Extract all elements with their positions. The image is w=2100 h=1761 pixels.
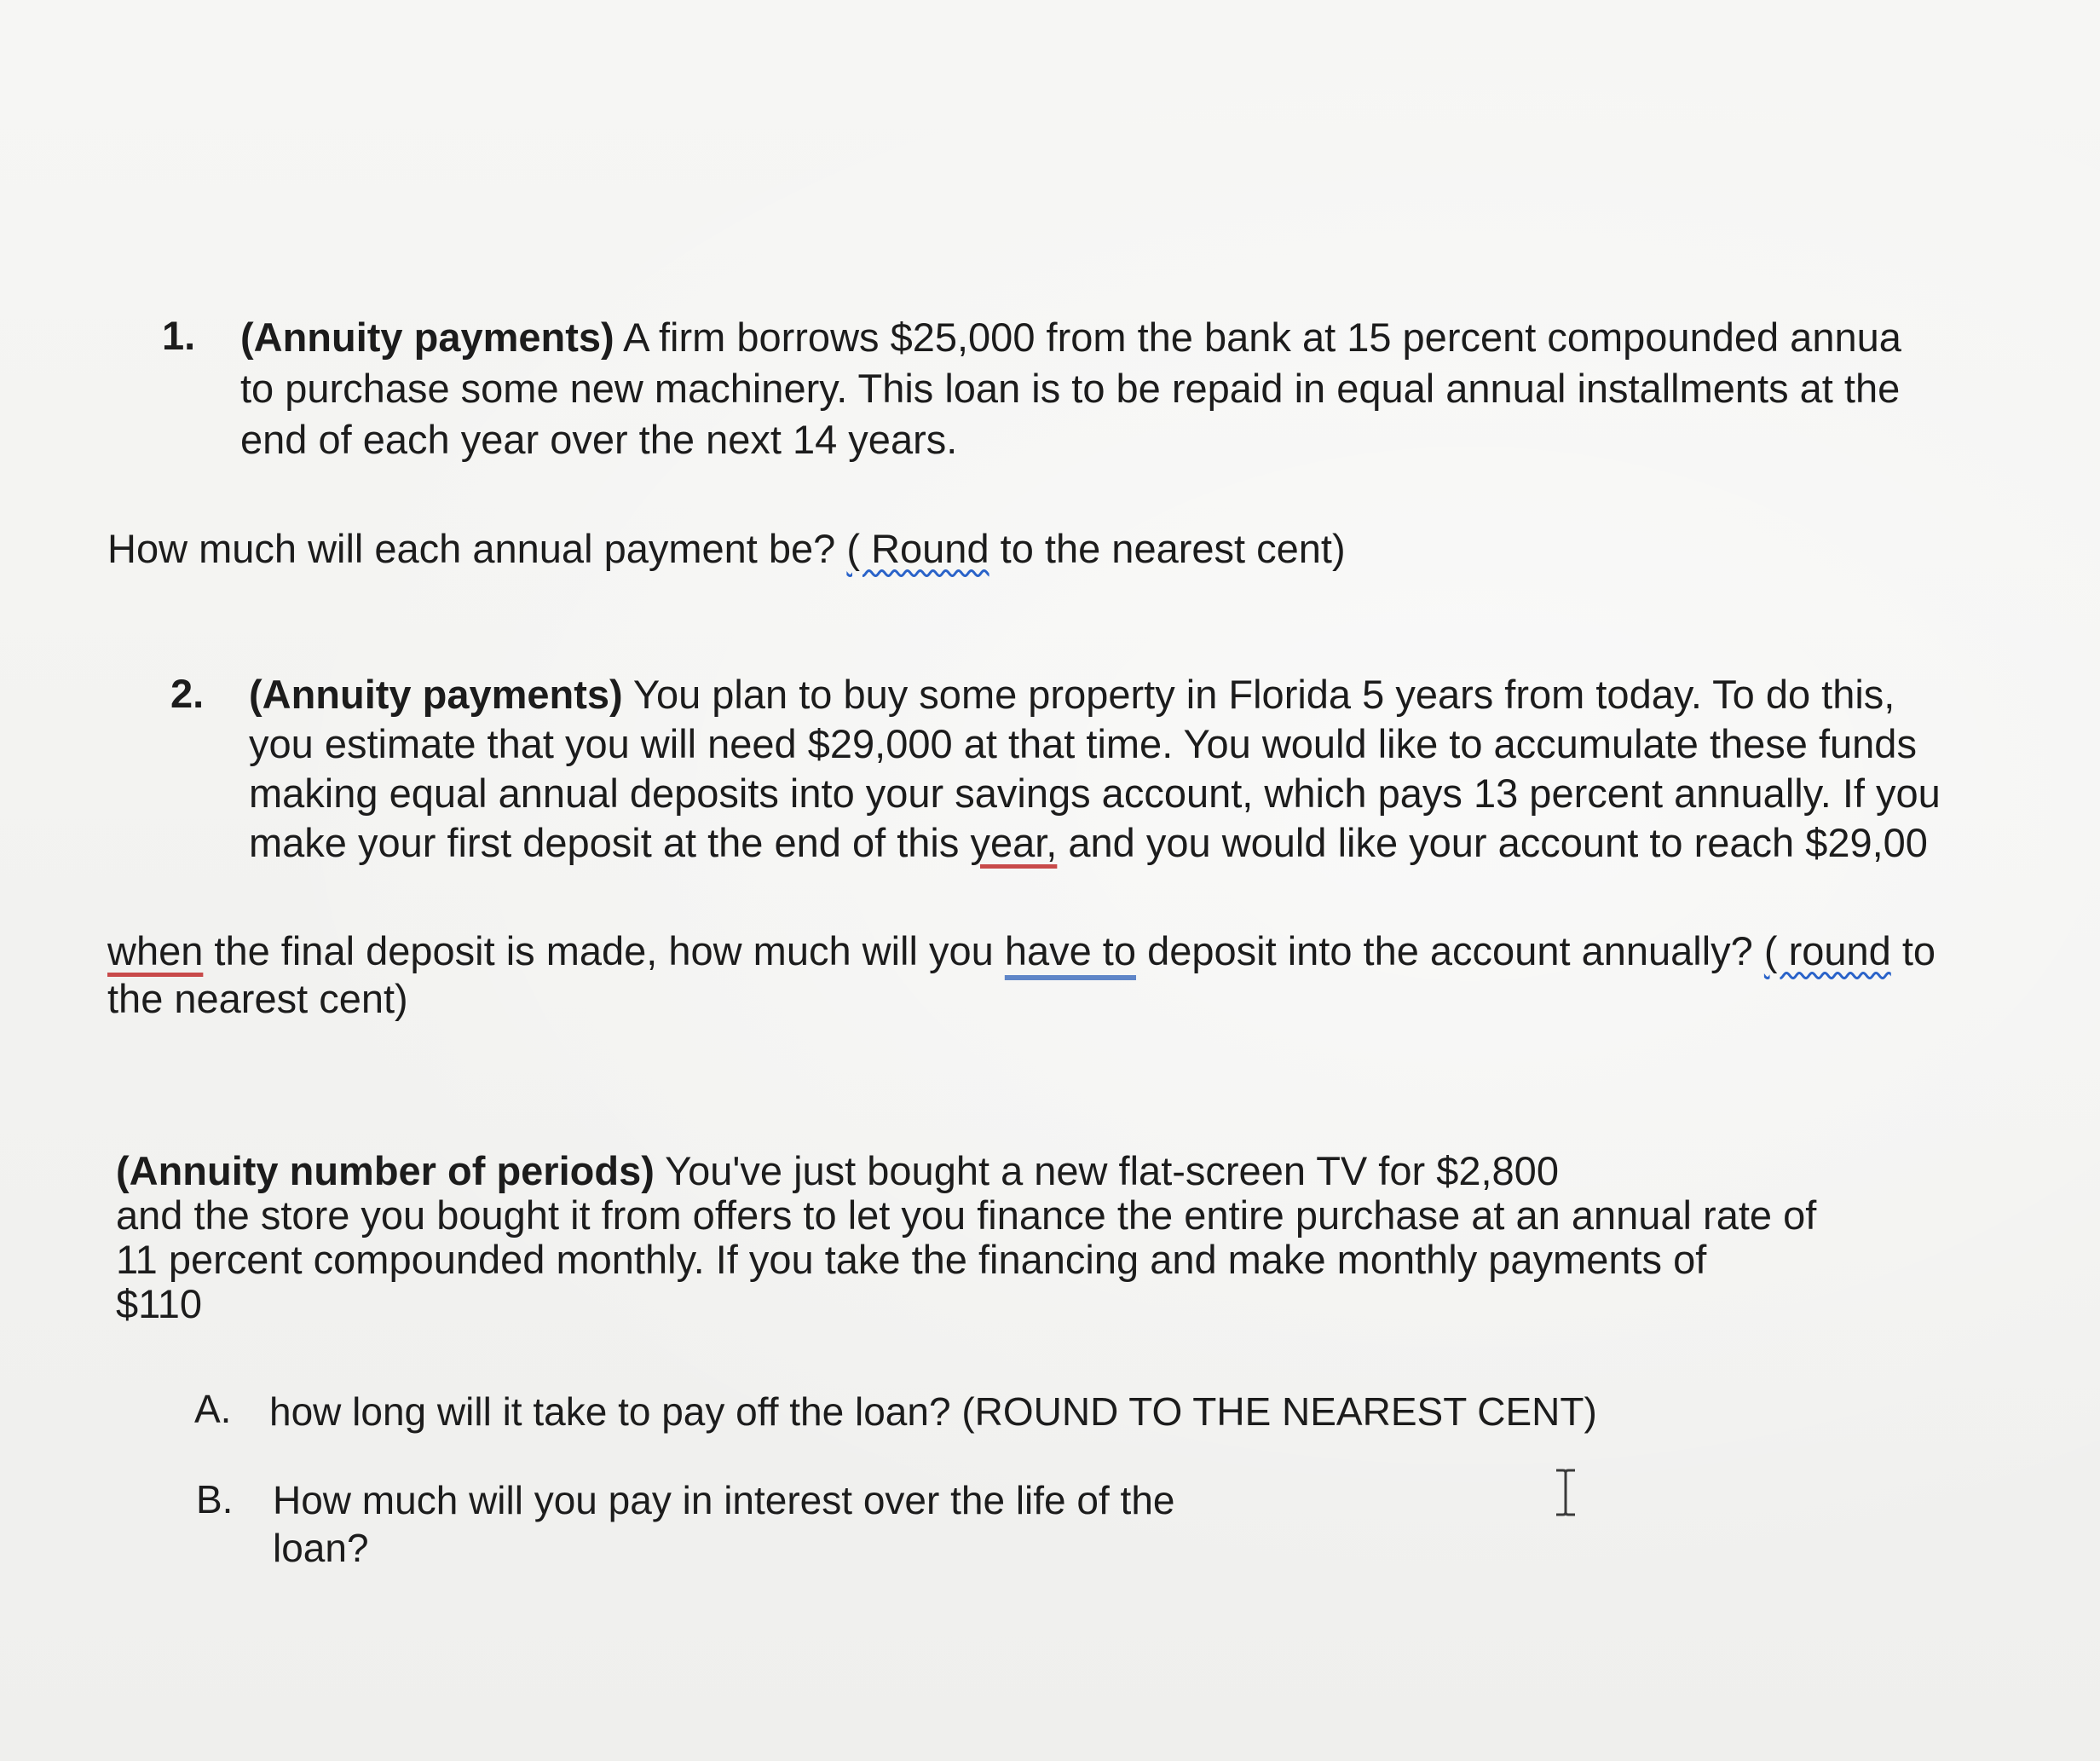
question-2-prompt	[107, 927, 1936, 1023]
question-1-line-2: to purchase some new machinery. This loan is to be repaid in equal annual installments at the	[240, 366, 1901, 411]
question-3-line-1	[116, 1149, 1816, 1193]
question-3-line-1-text: You've just bought a new flat-screen TV for $2,800	[665, 1148, 1559, 1193]
question-2-line-4	[249, 818, 1941, 868]
question-1-heading: (Annuity payments)	[240, 315, 614, 360]
question-2-have-to-phrase[interactable]: have to	[1004, 928, 1137, 973]
question-2-line-2: you estimate that you will need $29,000 at that time. You would like to accumulate these funds	[249, 721, 1917, 766]
question-1-number: 1.	[162, 313, 196, 358]
question-3-line-4: $110	[116, 1281, 203, 1326]
question-2-line-1	[249, 670, 1941, 719]
question-2-round-word[interactable]: ( round	[1763, 928, 1891, 973]
question-3-part-b-text	[273, 1476, 1175, 1572]
question-3-part-b-line-1: How much will you pay in interest over the life of the	[273, 1478, 1175, 1522]
question-2-number: 2.	[170, 671, 205, 716]
question-1-round-word[interactable]: ( Round	[846, 526, 989, 571]
question-3-part-b-letter: B.	[196, 1477, 234, 1521]
question-1-prompt-post: to the nearest cent)	[989, 526, 1346, 571]
question-3-heading: (Annuity number of periods)	[116, 1148, 655, 1193]
question-3-part-a-text: how long will it take to pay off the loan? (ROUND TO THE NEAREST CENT)	[269, 1389, 1597, 1434]
question-3-part-a-letter: A.	[194, 1387, 232, 1431]
question-2-line-4-post: and you would like your account to reach $29,00	[1057, 820, 1928, 865]
question-2-when-word[interactable]: when	[107, 928, 204, 973]
question-2-prompt-b: deposit into the account annually?	[1136, 928, 1764, 973]
question-2-line-4-pre: make your first deposit at the end of this	[249, 820, 971, 865]
question-2-prompt-line-1	[107, 927, 1936, 975]
question-3-body	[116, 1149, 1816, 1326]
question-3-line-3: 11 percent compounded monthly. If you take the financing and make monthly payments of	[116, 1237, 1707, 1282]
question-3-part-b-line-2: loan?	[273, 1526, 369, 1570]
question-3-line-2: and the store you bought it from offers to let you finance the entire purchase at an annual rate of	[116, 1192, 1817, 1238]
question-1-prompt-pre: How much will each annual payment be?	[107, 526, 847, 571]
question-2-body	[249, 670, 1941, 868]
question-1-line-1	[240, 312, 1901, 363]
question-2-line-3: making equal annual deposits into your savings account, which pays 13 percent annually. If you	[249, 771, 1941, 816]
question-2-prompt-a: the final deposit is made, how much will you	[203, 928, 1005, 973]
question-2-heading: (Annuity payments)	[249, 672, 623, 717]
question-1-body	[240, 312, 1901, 465]
question-2-year-word[interactable]: year,	[970, 820, 1058, 865]
question-1-line-1-text: A firm borrows $25,000 from the bank at 15 percent compounded annua	[623, 315, 1901, 360]
question-2-prompt-line-2: the nearest cent)	[107, 976, 408, 1021]
text-cursor-icon	[1553, 1468, 1578, 1517]
question-2-prompt-c: to	[1890, 928, 1936, 973]
question-1-line-3: end of each year over the next 14 years.	[240, 417, 958, 462]
question-2-line-1-text: You plan to buy some property in Florida 5 years from today. To do this,	[632, 672, 1895, 717]
question-1-prompt	[107, 523, 1346, 574]
